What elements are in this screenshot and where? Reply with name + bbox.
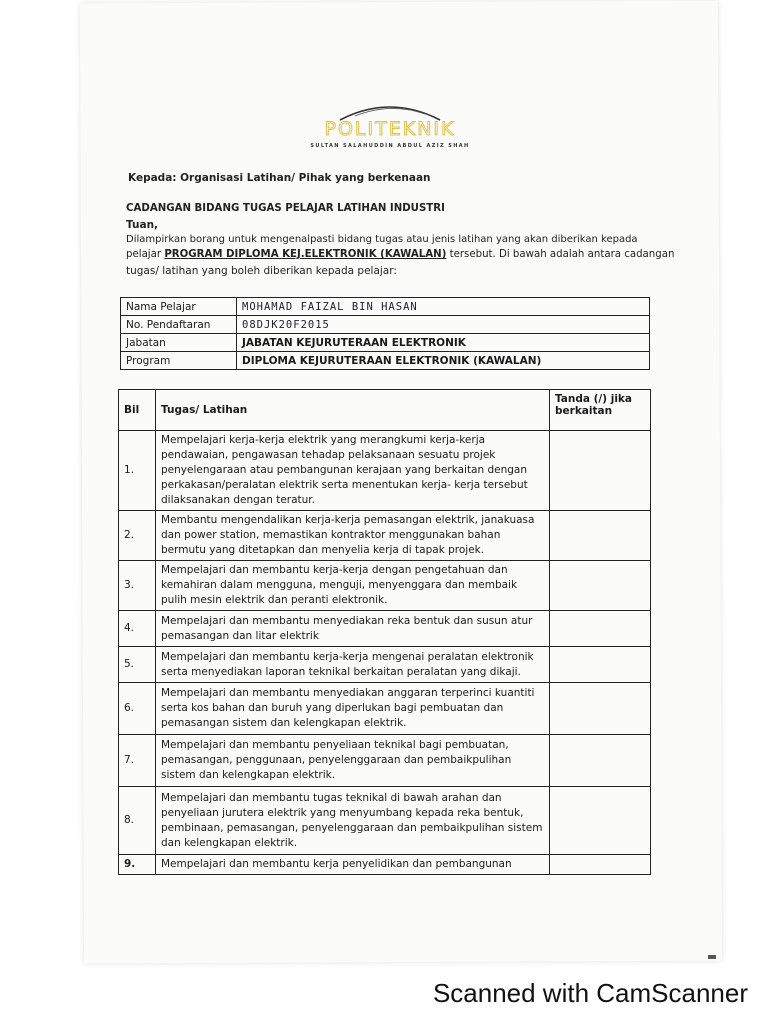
body-line-2 <box>126 249 674 260</box>
row-number: 4. <box>119 611 156 647</box>
row-number: 7. <box>119 735 156 787</box>
table-row <box>121 352 650 370</box>
table-row <box>119 647 651 683</box>
task-text: Mempelajari dan membantu kerja-kerja mengenai peralatan elektronik serta menyediakan laporan teknikal berkaitan peralatan yang dikaji. <box>156 647 550 683</box>
table-row <box>119 683 651 735</box>
program-name: PROGRAM DIPLOMA KEJ.ELEKTRONIK (KAWALAN) <box>164 249 447 260</box>
table-row <box>119 787 651 855</box>
row-number: 5. <box>119 647 156 683</box>
department-value: JABATAN KEJURUTERAAN ELEKTRONIK <box>237 334 650 352</box>
table-row <box>119 561 651 611</box>
row-number: 1. <box>119 431 156 511</box>
name-value: MOHAMAD FAIZAL BIN HASAN <box>237 298 650 316</box>
task-table <box>118 389 651 875</box>
body-line-2-pre: pelajar <box>126 249 165 260</box>
row-number: 8. <box>119 787 156 855</box>
mark-checkbox-cell[interactable] <box>550 561 651 611</box>
mark-checkbox-cell[interactable] <box>550 787 651 855</box>
document-heading: CADANGAN BIDANG TUGAS PELAJAR LATIHAN INDUSTRI <box>126 203 445 214</box>
table-row <box>121 334 650 352</box>
task-text: Mempelajari dan membantu kerja-kerja dengan pengetahuan dan kemahiran dalam mengguna, menguji, menyenggara dan membaik pulih mesin elektrik dan peranti elektronik. <box>156 561 550 611</box>
registration-value: 08DJK20F2015 <box>237 316 650 334</box>
column-header-bil: Bil <box>119 390 156 431</box>
row-number: 3. <box>119 561 156 611</box>
table-header-row <box>119 390 651 431</box>
task-text: Mempelajari dan membantu tugas teknikal di bawah arahan dan penyeliaan jurutera elektrik yang menyumbang kepada reka bentuk, pembinaan, pemasangan, penyelenggaraan dan pembaikpulihan sistem dan kelengkapan elektrik. <box>156 787 550 855</box>
row-number: 6. <box>119 683 156 735</box>
task-text: Mempelajari dan membantu menyediakan reka bentuk dan susun atur pemasangan dan litar elektrik <box>156 611 550 647</box>
scan-speck <box>708 955 716 959</box>
table-row <box>119 611 651 647</box>
task-text: Mempelajari dan membantu menyediakan anggaran terperinci kuantiti serta kos bahan dan buruh yang diperlukan bagi pembuatan dan pemasangan sistem dan kelengkapan elektrik. <box>156 683 550 735</box>
task-text: Mempelajari kerja-kerja elektrik yang merangkumi kerja-kerja pendawaian, pengawasan tehadap pelaksanaan sesuatu projek penyelengaraan atau pembangunan kerajaan yang berkaitan dengan perkakasan/peralatan elektrik serta menentukan kerja- kerja tersebut dilaksanakan dengan teratur. <box>156 431 550 511</box>
mark-checkbox-cell[interactable] <box>550 647 651 683</box>
row-number: 2. <box>119 511 156 561</box>
name-label: Nama Pelajar <box>121 298 237 316</box>
body-line-1: Dilampirkan borang untuk mengenalpasti bidang tugas atau jenis latihan yang akan diberikan kepada <box>126 234 638 245</box>
logo-subtitle: SULTAN SALAHUDDIN ABDUL AZIZ SHAH <box>310 143 470 149</box>
program-label: Program <box>121 352 237 370</box>
table-row <box>121 316 650 334</box>
student-info-table <box>120 297 650 370</box>
table-row <box>119 855 651 875</box>
body-line-2-post: tersebut. Di bawah adalah antara cadangan <box>446 249 675 260</box>
department-label: Jabatan <box>121 334 237 352</box>
mark-checkbox-cell[interactable] <box>550 611 651 647</box>
mark-checkbox-cell[interactable] <box>550 735 651 787</box>
program-value: DIPLOMA KEJURUTERAAN ELEKTRONIK (KAWALAN) <box>237 352 650 370</box>
mark-checkbox-cell[interactable] <box>550 511 651 561</box>
table-row <box>119 431 651 511</box>
mark-checkbox-cell[interactable] <box>550 431 651 511</box>
logo-wordmark: POLITEKNIK <box>324 118 456 140</box>
table-row <box>121 298 650 316</box>
camscanner-watermark: Scanned with CamScanner <box>432 978 748 1008</box>
task-text: Mempelajari dan membantu penyeliaan teknikal bagi pembuatan, pemasangan, penggunaan, penyelenggaraan dan pembaikpulihan sistem dan kelengkapan elektrik. <box>156 735 550 787</box>
politeknik-logo <box>300 98 480 156</box>
table-row <box>119 735 651 787</box>
task-text: Mempelajari dan membantu kerja penyelidikan dan pembangunan <box>156 855 550 875</box>
task-text: Membantu mengendalikan kerja-kerja pemasangan elektrik, janakuasa dan power station, memastikan kontraktor menggunakan bahan bermutu yang ditetapkan dan menyelia kerja di tapak projek. <box>156 511 550 561</box>
row-number: 9. <box>119 855 156 875</box>
recipient-line: Kepada: Organisasi Latihan/ Pihak yang berkenaan <box>128 172 431 184</box>
registration-label: No. Pendaftaran <box>121 316 237 334</box>
salutation: Tuan, <box>126 219 159 231</box>
body-line-3: tugas/ latihan yang boleh diberikan kepada pelajar: <box>126 265 397 277</box>
table-row <box>119 511 651 561</box>
column-header-mark: Tanda (/) jika berkaitan <box>550 390 651 431</box>
mark-checkbox-cell[interactable] <box>550 855 651 875</box>
mark-checkbox-cell[interactable] <box>550 683 651 735</box>
column-header-task: Tugas/ Latihan <box>156 390 550 431</box>
